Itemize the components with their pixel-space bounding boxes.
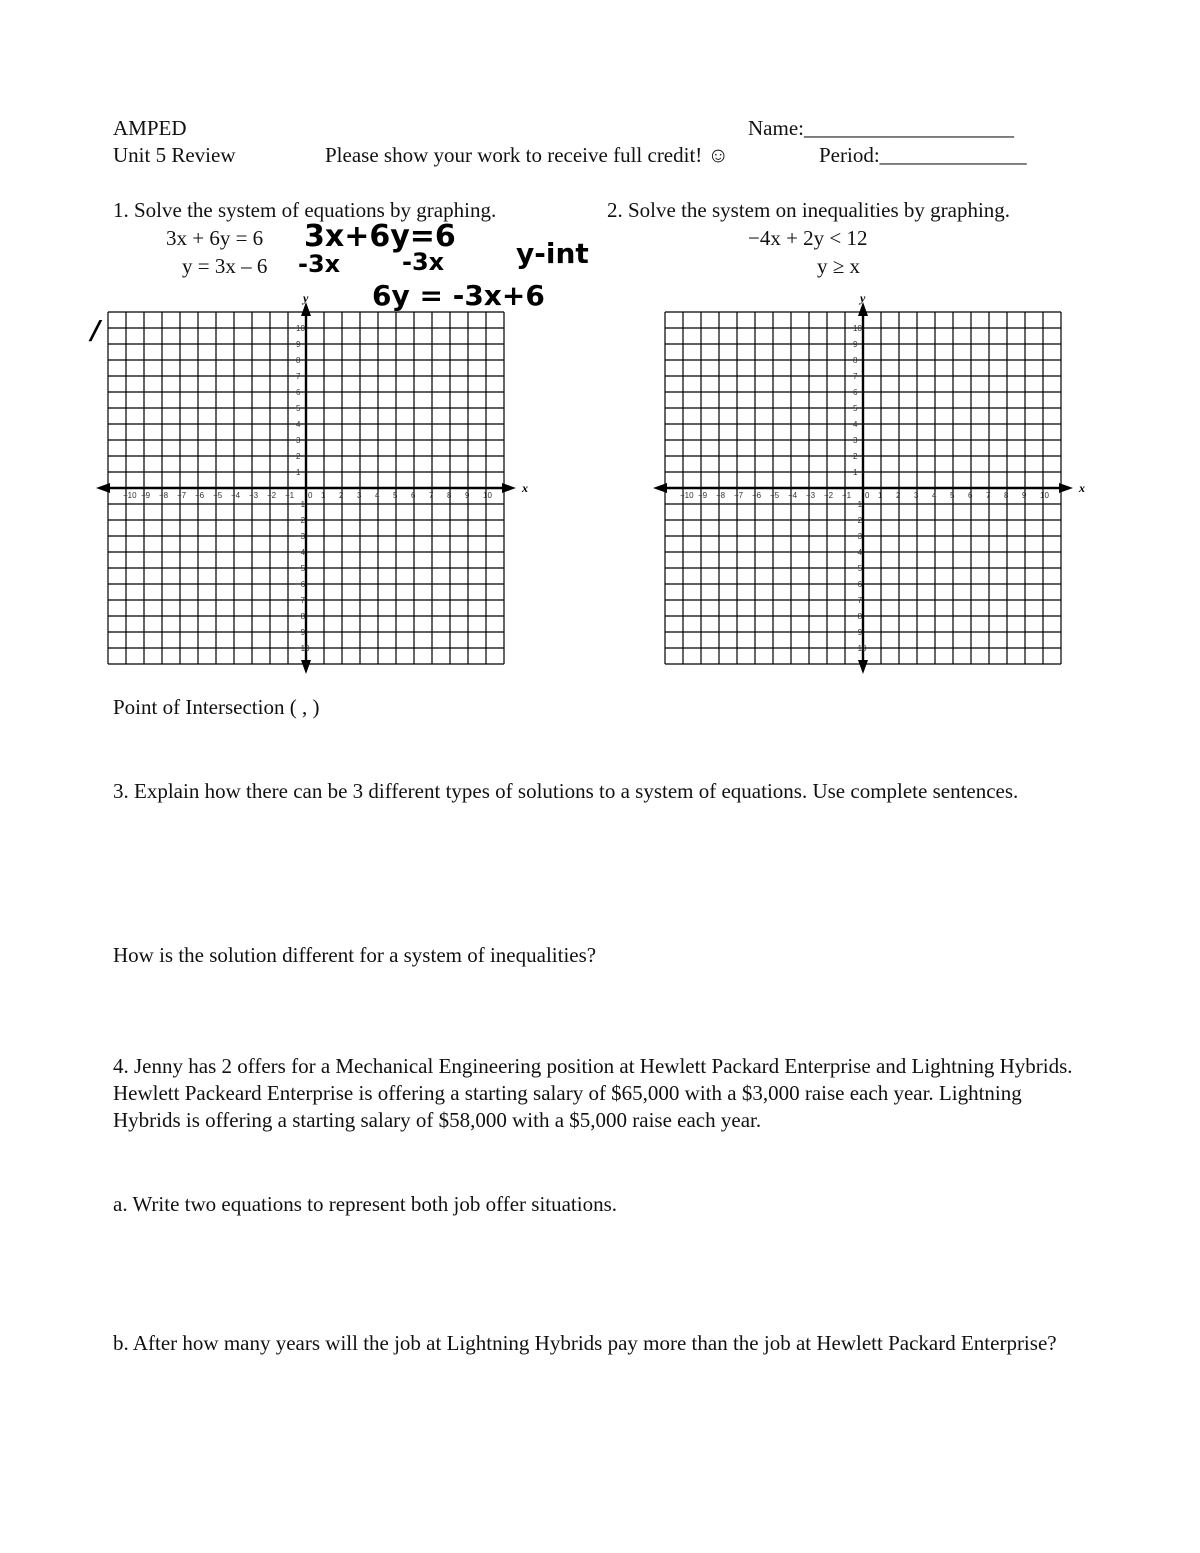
y-tick-label: 9 bbox=[296, 340, 301, 349]
x-tick-label: 5 bbox=[393, 491, 398, 500]
y-tick-label: −3 bbox=[296, 532, 306, 541]
x-tick-label: −3 bbox=[249, 491, 259, 500]
handwritten-subtract-left: -3x bbox=[298, 250, 341, 278]
x-axis-arrow-right-icon bbox=[502, 483, 516, 493]
x-tick-label: −1 bbox=[842, 491, 852, 500]
y-tick-label: −1 bbox=[296, 500, 306, 509]
q1-prompt: 1. Solve the system of equations by graphing. bbox=[113, 198, 497, 222]
y-tick-label: −2 bbox=[853, 516, 863, 525]
y-tick-label: −5 bbox=[853, 564, 863, 573]
y-tick-label: 7 bbox=[853, 372, 858, 381]
coordinate-grid-2[interactable] bbox=[645, 294, 1085, 674]
y-tick-label: 2 bbox=[853, 452, 858, 461]
x-tick-label: −6 bbox=[752, 491, 762, 500]
x-tick-label: 2 bbox=[339, 491, 344, 500]
y-tick-label: 6 bbox=[296, 388, 301, 397]
y-tick-label: 8 bbox=[296, 356, 301, 365]
y-tick-label: 7 bbox=[296, 372, 301, 381]
y-tick-label: −10 bbox=[853, 644, 867, 653]
unit-title: Unit 5 Review bbox=[113, 143, 236, 167]
y-tick-label: 4 bbox=[853, 420, 858, 429]
q2-prompt: 2. Solve the system on inequalities by graphing. bbox=[607, 198, 1011, 222]
y-tick-label: 10 bbox=[296, 324, 305, 333]
x-tick-label: 9 bbox=[1022, 491, 1027, 500]
y-tick-label: 8 bbox=[853, 356, 858, 365]
x-tick-label: 3 bbox=[914, 491, 919, 500]
x-tick-label: −9 bbox=[698, 491, 708, 500]
y-axis-label: y bbox=[860, 294, 866, 305]
y-tick-label: −6 bbox=[853, 580, 863, 589]
x-tick-label: 5 bbox=[950, 491, 955, 500]
y-tick-label: −1 bbox=[853, 500, 863, 509]
name-field[interactable]: Name:____________________ bbox=[748, 116, 1014, 140]
x-tick-label: 9 bbox=[465, 491, 470, 500]
y-tick-label: −9 bbox=[296, 628, 306, 637]
y-tick-label: −5 bbox=[296, 564, 306, 573]
y-tick-label: −8 bbox=[853, 612, 863, 621]
x-tick-label: 10 bbox=[1040, 491, 1049, 500]
x-tick-label: 2 bbox=[896, 491, 901, 500]
x-axis-arrow-left-icon bbox=[653, 483, 667, 493]
y-tick-label: −9 bbox=[853, 628, 863, 637]
x-tick-label: −4 bbox=[788, 491, 798, 500]
q1-intersection-answer[interactable]: Point of Intersection ( , ) bbox=[113, 695, 320, 719]
q3-prompt: 3. Explain how there can be 3 different types of solutions to a system of equations. Use complete sentences. bbox=[113, 779, 1019, 803]
y-axis-arrow-down-icon bbox=[858, 660, 868, 674]
y-tick-label: 2 bbox=[296, 452, 301, 461]
x-tick-label: −8 bbox=[159, 491, 169, 500]
y-tick-label: 4 bbox=[296, 420, 301, 429]
y-tick-label: −2 bbox=[296, 516, 306, 525]
x-axis-arrow-right-icon bbox=[1059, 483, 1073, 493]
y-tick-label: −6 bbox=[296, 580, 306, 589]
tick-label-origin: 0 bbox=[308, 491, 313, 500]
x-axis-label: x bbox=[1079, 481, 1085, 495]
x-tick-label: 10 bbox=[483, 491, 492, 500]
x-tick-label: −2 bbox=[824, 491, 834, 500]
y-tick-label: −4 bbox=[296, 548, 306, 557]
x-tick-label: 6 bbox=[968, 491, 973, 500]
q2-inequality-2: y ≥ x bbox=[817, 254, 861, 278]
course-title: AMPED bbox=[113, 116, 187, 140]
y-tick-label: 3 bbox=[296, 436, 301, 445]
tick-label-origin: 0 bbox=[865, 491, 870, 500]
y-tick-label: 1 bbox=[296, 468, 301, 477]
x-tick-label: 4 bbox=[375, 491, 380, 500]
q1-equation-2: y = 3x – 6 bbox=[182, 254, 268, 278]
q4-part-a: a. Write two equations to represent both job offer situations. bbox=[113, 1192, 618, 1216]
handwritten-margin-mark: / bbox=[91, 316, 101, 346]
y-tick-label: −7 bbox=[296, 596, 306, 605]
x-tick-label: −7 bbox=[734, 491, 744, 500]
q2-inequality-1: −4x + 2y < 12 bbox=[748, 226, 868, 250]
x-tick-label: −1 bbox=[285, 491, 295, 500]
y-tick-label: 3 bbox=[853, 436, 858, 445]
y-tick-label: 6 bbox=[853, 388, 858, 397]
x-tick-label: −4 bbox=[231, 491, 241, 500]
q3-followup: How is the solution different for a system of inequalities? bbox=[113, 943, 597, 967]
q4-part-b: b. After how many years will the job at Lightning Hybrids pay more than the job at Hewlett Packard Enterprise? bbox=[113, 1331, 1057, 1355]
handwritten-simplified: 6y = -3x+6 bbox=[372, 279, 545, 312]
x-tick-label: −3 bbox=[806, 491, 816, 500]
x-tick-label: 1 bbox=[321, 491, 326, 500]
x-tick-label: 8 bbox=[1004, 491, 1009, 500]
x-tick-label: −6 bbox=[195, 491, 205, 500]
x-tick-label: −9 bbox=[141, 491, 151, 500]
x-tick-label: 4 bbox=[932, 491, 937, 500]
x-tick-label: −7 bbox=[177, 491, 187, 500]
y-tick-label: −7 bbox=[853, 596, 863, 605]
x-tick-label: −10 bbox=[680, 491, 694, 500]
x-tick-label: 7 bbox=[429, 491, 434, 500]
y-tick-label: 9 bbox=[853, 340, 858, 349]
y-axis-label: y bbox=[303, 294, 309, 305]
y-tick-label: −4 bbox=[853, 548, 863, 557]
x-tick-label: 6 bbox=[411, 491, 416, 500]
x-tick-label: 8 bbox=[447, 491, 452, 500]
y-tick-label: 10 bbox=[853, 324, 862, 333]
x-axis-label: x bbox=[522, 481, 528, 495]
coordinate-grid-1[interactable] bbox=[88, 294, 528, 674]
x-tick-label: 3 bbox=[357, 491, 362, 500]
handwritten-equation: 3x+6y=6 bbox=[304, 219, 456, 254]
y-tick-label: −3 bbox=[853, 532, 863, 541]
y-axis-arrow-down-icon bbox=[301, 660, 311, 674]
instruction-text: Please show your work to receive full credit! ☺ bbox=[325, 143, 729, 167]
x-tick-label: −2 bbox=[267, 491, 277, 500]
handwritten-y-intercept-note: y-int bbox=[516, 237, 589, 270]
x-tick-label: −8 bbox=[716, 491, 726, 500]
q1-equation-1: 3x + 6y = 6 bbox=[166, 226, 264, 250]
x-tick-label: 7 bbox=[986, 491, 991, 500]
y-tick-label: −10 bbox=[296, 644, 310, 653]
x-axis-arrow-left-icon bbox=[96, 483, 110, 493]
x-tick-label: 1 bbox=[878, 491, 883, 500]
x-tick-label: −10 bbox=[123, 491, 137, 500]
x-tick-label: −5 bbox=[770, 491, 780, 500]
y-tick-label: 1 bbox=[853, 468, 858, 477]
y-tick-label: −8 bbox=[296, 612, 306, 621]
y-tick-label: 5 bbox=[853, 404, 858, 413]
q4-prompt: 4. Jenny has 2 offers for a Mechanical Engineering position at Hewlett Packard Enterprise and Lightning Hybrids. Hewlett Packeard Enterprise is offering a starting salary of $65,000 with a $3,000 raise each year. Lightning Hybrids is offering a starting salary of $58,000 with a $5,000 raise each year. bbox=[113, 1054, 1073, 1132]
handwritten-subtract-right: -3x bbox=[402, 248, 445, 276]
period-field[interactable]: Period:______________ bbox=[819, 143, 1027, 167]
x-tick-label: −5 bbox=[213, 491, 223, 500]
y-tick-label: 5 bbox=[296, 404, 301, 413]
